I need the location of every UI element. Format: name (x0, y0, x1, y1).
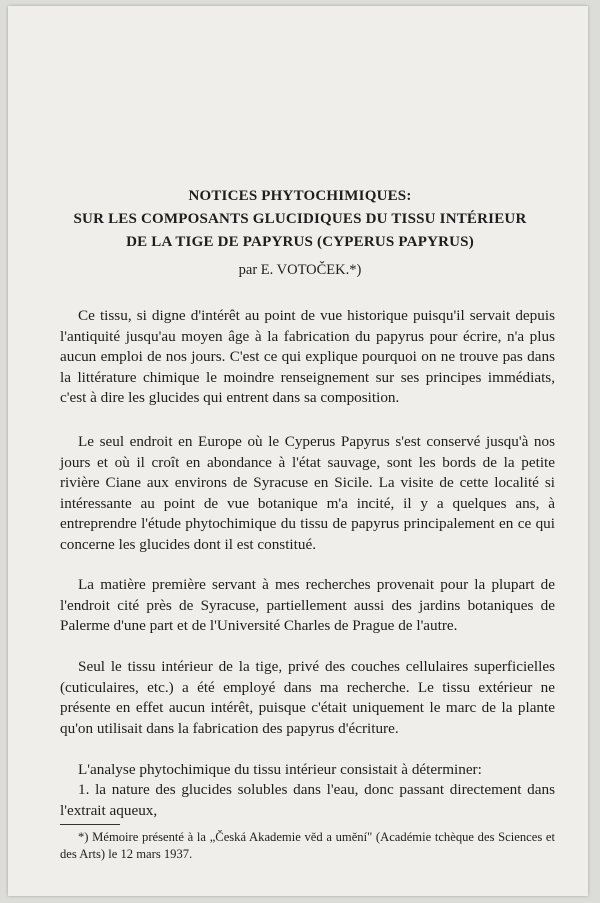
title-line-2: SUR LES COMPOSANTS GLUCIDIQUES DU TISSU INTÉRIEUR (73, 211, 527, 227)
paragraph-1: Ce tissu, si digne d'intérêt au point de vue historique puisqu'il servait depuis l'antiquité jusqu'au moyen âge à la fabrication du papyrus pour écrire, n'a plus aucun emploi de nos jours. C'est ce qui explique pourquoi on ne trouve pas dans la littérature chimique le moindre renseignement sur ses principes immédiats, c'est à dire les glucides qui entrent dans sa composition. (60, 307, 555, 406)
title-line-1: NOTICES PHYTOCHIMIQUES: (188, 188, 412, 204)
paragraph-2: Le seul endroit en Europe où le Cyperus Papyrus s'est conservé jusqu'à nos jours et où il croît en abondance à l'état sauvage, sont les bords de la petite rivière Ciane aux environs de Syracuse en Sicile. La visite de cette localité si intéressante au point de vue botanique m'a incité, il y a quelques ans, à entreprendre l'étude phytochimique du tissu de papyrus principalement en ce qui concerne les glucides dont il est constitué. (60, 433, 555, 553)
paragraph-4: Seul le tissu intérieur de la tige, privé des couches cellulaires superficielles (cuticulaires, etc.) a été employé dans ma recherche. Le tissu extérieur ne présente en effet aucun intérêt, puisque c'était uniquement le marc de la plante qu'on utilisait dans la fabrication des papyrus d'écriture. (60, 658, 555, 737)
paragraph-6: 1. la nature des glucides solubles dans l'eau, donc passant directement dans l'extrait aqueux, (60, 781, 555, 819)
footnote: *) Mémoire présenté à la „Česká Akademie věd a umění" (Académie tchèque des Sciences et des Arts) le 12 mars 1937. (60, 830, 555, 861)
paragraph-3: La matière première servant à mes recherches provenait pour la plupart de l'endroit cité près de Syracuse, partiellement aussi des jardins botaniques de Palerme d'une part et de l'Université Charles de Prague de l'autre. (60, 576, 555, 634)
paragraph-5: L'analyse phytochimique du tissu intérieur consistait à déterminer: (78, 761, 482, 778)
footnote-rule (60, 824, 120, 825)
author-byline: par E. VOTOČEK.*) (238, 262, 362, 278)
title-line-3: DE LA TIGE DE PAPYRUS (CYPERUS PAPYRUS) (126, 234, 474, 250)
